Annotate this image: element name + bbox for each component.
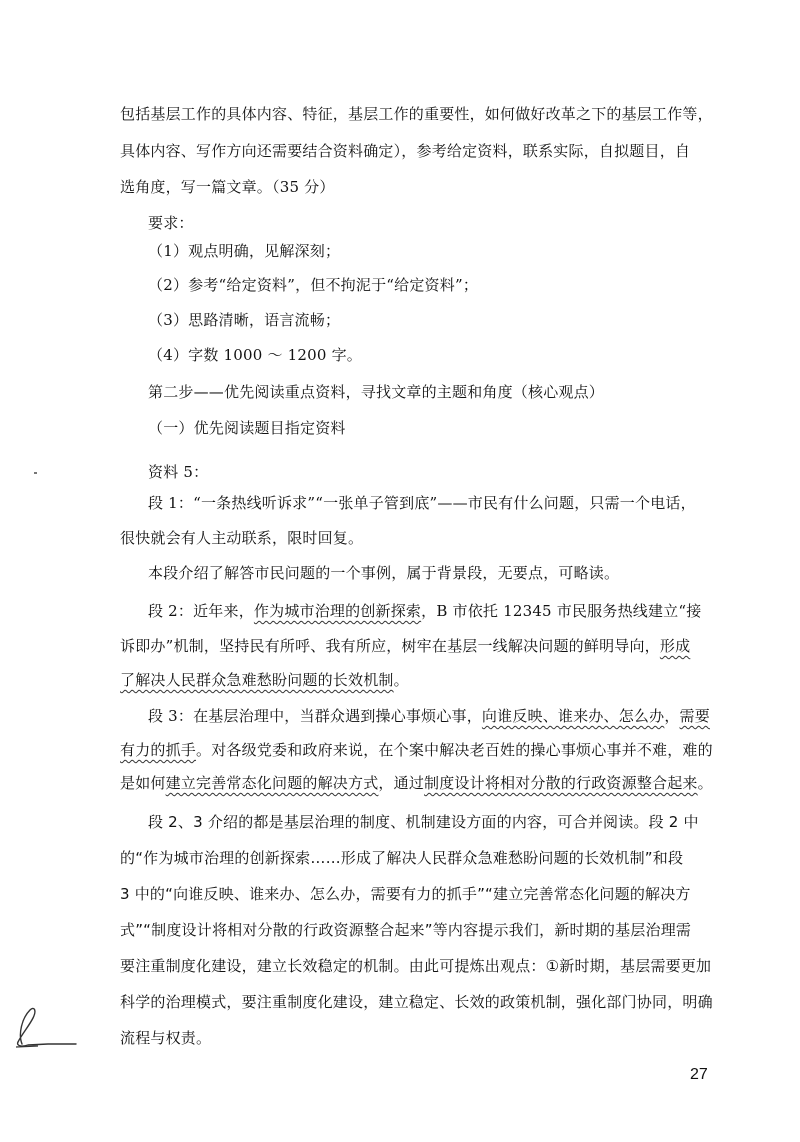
paragraph-3: 是如何建立完善常态化问题的解决方式，通过制度设计将相对分散的行政资源整合起来。 bbox=[120, 774, 713, 792]
analysis-paragraph: 科学的治理模式，要注重制度化建设，建立稳定、长效的政策机制，强化部门协同，明确 bbox=[120, 993, 713, 1011]
material-label: 资料 5： bbox=[148, 463, 209, 481]
section-heading: （一）优先阅读题目指定资料 bbox=[148, 419, 346, 437]
analysis-paragraph: 流程与权责。 bbox=[120, 1029, 212, 1047]
underlined-phrase: 向谁反映、谁来办、怎么办 bbox=[481, 707, 665, 725]
body-line: 选角度，写一篇文章。（35 分） bbox=[120, 178, 335, 196]
body-line: 具体内容、写作方向还需要结合资料确定），参考给定资料，联系实际，自拟题目，自 bbox=[120, 142, 691, 160]
underlined-phrase: 了解决人民群众急难愁盼问题的长效机制 bbox=[120, 671, 394, 689]
paragraph-2: 诉即办”机制，坚持民有所呼、我有所应，树牢在基层一线解决问题的鲜明导向，形成 bbox=[120, 637, 691, 655]
page-number: 27 bbox=[690, 1066, 708, 1083]
body-line: 包括基层工作的具体内容、特征，基层工作的重要性，如何做好改革之下的基层工作等， bbox=[120, 105, 713, 123]
underlined-phrase: 形成 bbox=[659, 637, 691, 655]
step-heading: 第二步——优先阅读重点资料，寻找文章的主题和角度（核心观点） bbox=[148, 383, 605, 401]
analysis-note: 本段介绍了解答市民问题的一个事例，属于背景段，无要点，可略读。 bbox=[148, 564, 620, 582]
analysis-paragraph: 段 2、3 介绍的都是基层治理的制度、机制建设方面的内容，可合并阅读。段 2 中 bbox=[148, 813, 699, 831]
analysis-paragraph: 要注重制度化建设，建立长效稳定的机制。由此可提炼出观点：①新时期，基层需要更加 bbox=[120, 957, 712, 975]
underlined-phrase: 有力的抓手 bbox=[120, 741, 197, 759]
paragraph-1: 很快就会有人主动联系，限时回复。 bbox=[120, 529, 364, 547]
analysis-paragraph: 式”“制度设计将相对分散的行政资源整合起来”等内容提示我们，新时期的基层治理需 bbox=[120, 921, 692, 939]
paragraph-3: 有力的抓手。对各级党委和政府来说，在个案中解决老百姓的操心事烦心事并不难，难的 bbox=[120, 741, 713, 759]
requirement-item: （4）字数 1000 ～ 1200 字。 bbox=[148, 346, 362, 364]
margin-mark bbox=[34, 472, 37, 474]
requirement-item: （2）参考“给定资料”，但不拘泥于“给定资料”； bbox=[148, 276, 479, 294]
paragraph-2: 了解决人民群众急难愁盼问题的长效机制。 bbox=[120, 671, 409, 689]
requirement-item: （1）观点明确，见解深刻； bbox=[148, 242, 341, 260]
underlined-phrase: 建立完善常态化问题的解决方式 bbox=[165, 774, 379, 792]
analysis-paragraph: 的“作为城市治理的创新探索……形成了解决人民群众急难愁盼问题的长效机制”和段 bbox=[120, 849, 684, 867]
requirements-heading: 要求： bbox=[148, 214, 194, 232]
underlined-phrase: 制度设计将相对分散的行政资源整合起来 bbox=[424, 774, 698, 792]
underlined-phrase: 需要 bbox=[679, 707, 710, 725]
handwritten-mark bbox=[8, 1000, 78, 1050]
paragraph-2: 段 2：近年来，作为城市治理的创新探索，B 市依托 12345 市民服务热线建立“接 bbox=[148, 602, 702, 620]
requirement-item: （3）思路清晰，语言流畅； bbox=[148, 311, 341, 329]
paragraph-1: 段 1：“一条热线听诉求”“一张单子管到底”——市民有什么问题，只需一个电话， bbox=[148, 494, 696, 512]
analysis-paragraph: 3 中的“向谁反映、谁来办、怎么办，需要有力的抓手”“建立完善常态化问题的解决方 bbox=[120, 885, 691, 903]
underlined-phrase: 作为城市治理的创新探索 bbox=[253, 602, 422, 620]
paragraph-3: 段 3：在基层治理中，当群众遇到操心事烦心事，向谁反映、谁来办、怎么办，需要 bbox=[148, 707, 710, 725]
